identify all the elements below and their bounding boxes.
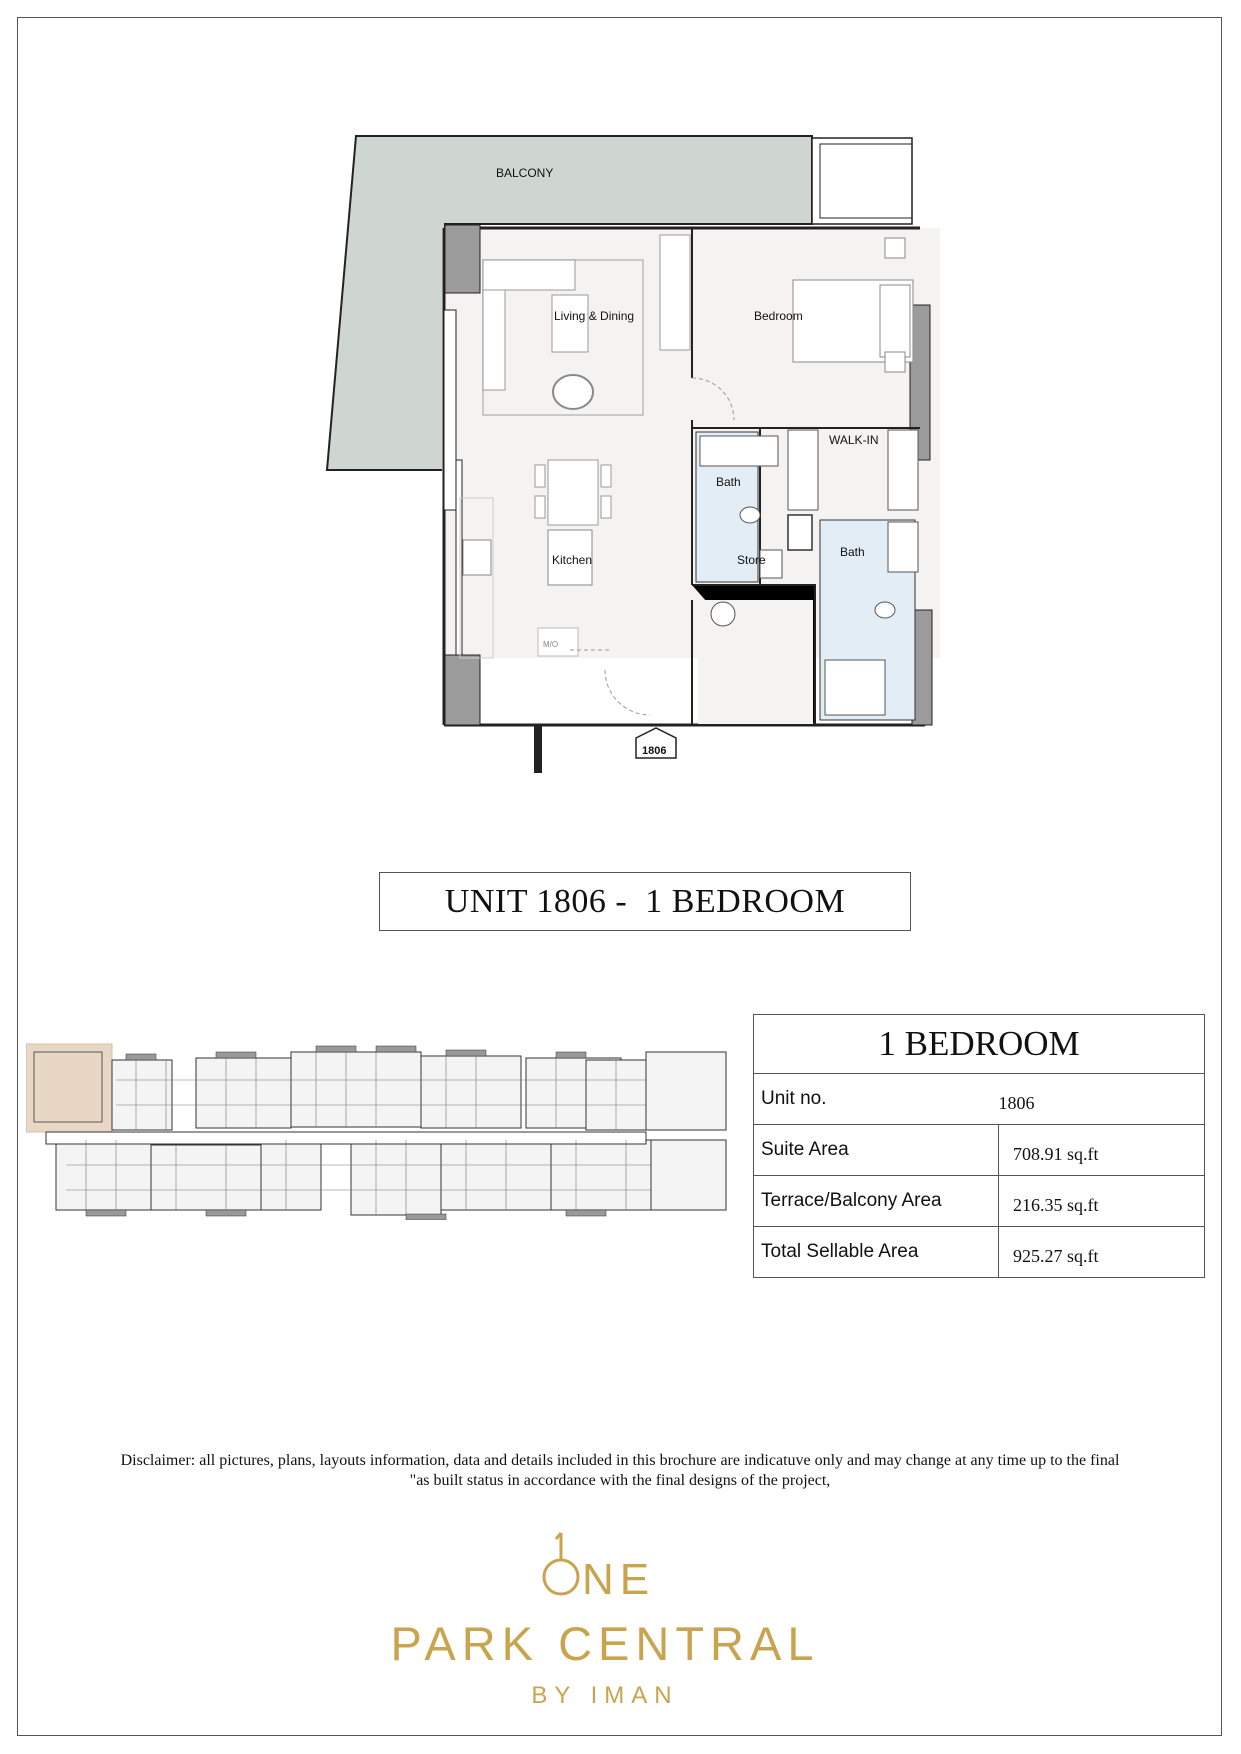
room-label-bath-2: Bath [840, 545, 865, 559]
spec-terrace-value: 216.35 sq.ft [999, 1176, 1205, 1227]
logo-line-2: PARK CENTRAL [390, 1617, 820, 1670]
spec-total-label: Total Sellable Area [754, 1227, 999, 1278]
logo-line-3: BY IMAN [531, 1682, 679, 1705]
disclaimer-line-2: "as built status in accordance with the final designs of the project, [409, 1472, 831, 1489]
room-label-kitchen: Kitchen [552, 553, 593, 567]
unit-tag-label: 1806 [642, 745, 667, 757]
key-plan-drawing [26, 1040, 732, 1220]
room-label-living: Living & Dining [554, 309, 635, 323]
brand-logo [370, 1525, 840, 1705]
room-label-walkin: WALK-IN [829, 433, 879, 447]
floor-plan-drawing [320, 130, 940, 780]
spec-suite-value: 708.91 sq.ft [999, 1125, 1205, 1176]
spec-unit-no-value: 1806 [999, 1074, 1205, 1125]
spec-suite-label: Suite Area [754, 1125, 999, 1176]
unit-title: UNIT 1806 - 1 BEDROOM [379, 872, 911, 931]
key-plan-unit-highlight [26, 1044, 112, 1132]
logo-line-1: NE [582, 1555, 656, 1604]
disclaimer-line-1: Disclaimer: all pictures, plans, layouts information, data and details included in this brochure are indicatuve only and may change at any time up to the final [120, 1452, 1120, 1469]
spec-total-value: 925.27 sq.ft [999, 1227, 1205, 1278]
room-label-bath-1: Bath [716, 475, 741, 489]
spec-unit-no-label: Unit no. [754, 1074, 999, 1125]
spec-heading: 1 BEDROOM [754, 1015, 1205, 1074]
brand-logo-mark [370, 1525, 840, 1705]
disclaimer [60, 1451, 1180, 1491]
logo-o-key-icon [544, 1533, 578, 1594]
spec-table [753, 1014, 1205, 1278]
key-plan [26, 1040, 732, 1220]
room-label-balcony: BALCONY [496, 166, 554, 180]
room-label-store: Store [737, 553, 766, 567]
spec-terrace-label: Terrace/Balcony Area [754, 1176, 999, 1227]
room-label-bedroom: Bedroom [754, 309, 803, 323]
floor-plan [320, 130, 940, 780]
microwave-label: M/O [543, 640, 559, 649]
